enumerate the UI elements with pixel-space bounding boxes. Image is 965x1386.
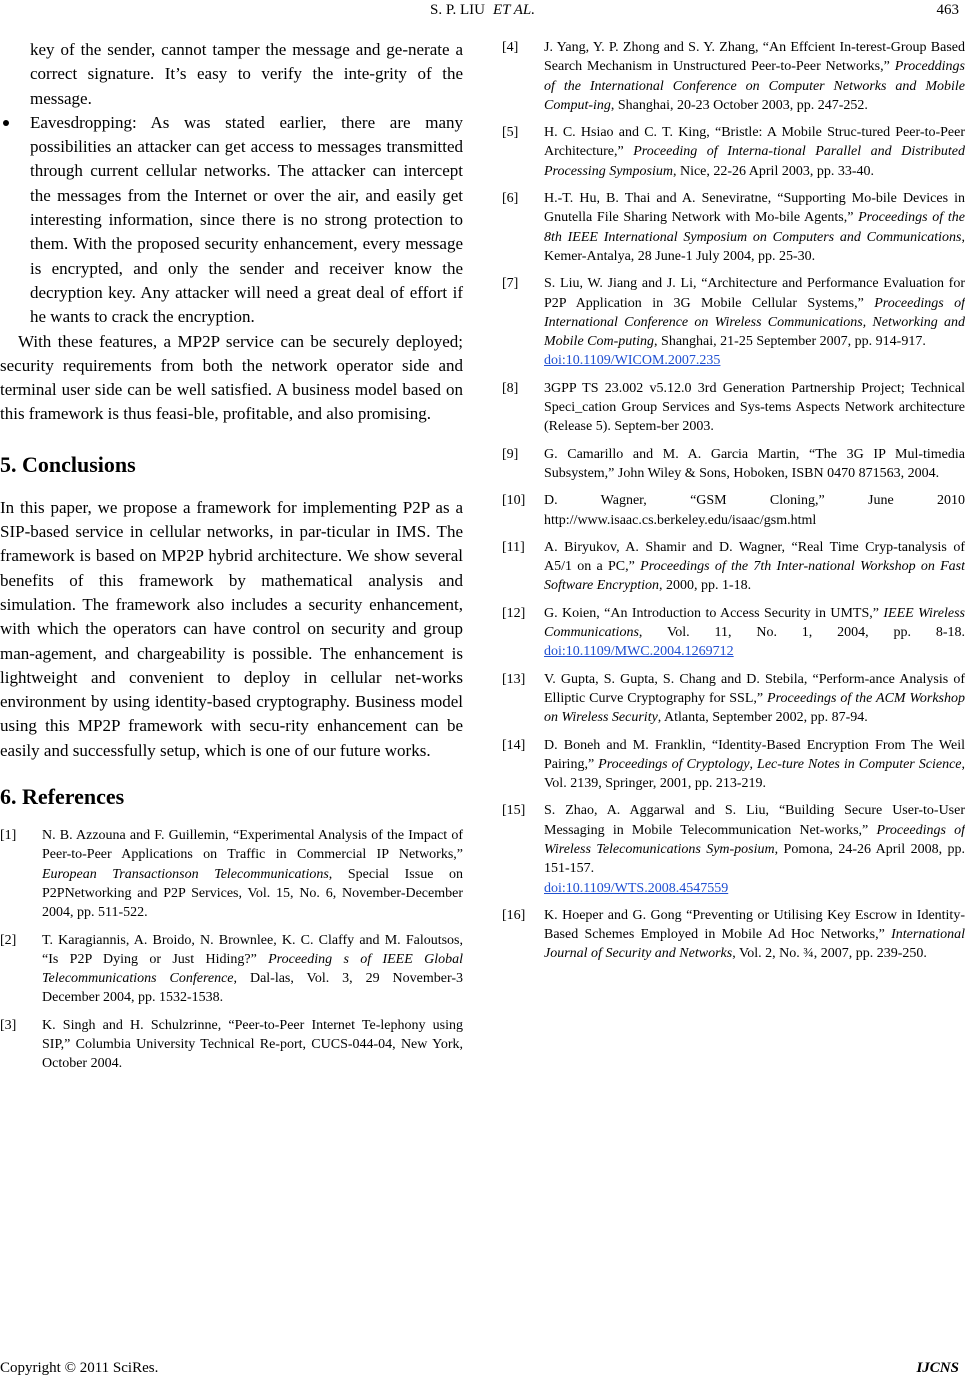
reference-venue: Proceedings of the ACM Workshop on Wireless Security	[544, 690, 965, 726]
reference-text: D. Boneh and M. Franklin, “Identity-Based Encryption From The Weil Pairing,”	[544, 737, 965, 772]
conclusions-heading: 5. Conclusions	[0, 451, 136, 477]
reference-venue: European Transactionson Telecommunications	[42, 866, 329, 882]
reference-9	[502, 445, 965, 484]
reference-text: 3GPP TS 23.002 v5.12.0 3rd Generation Partnership Project; Technical Speci_cation Group Services and Sys-tems Aspects Network architecture (Release 5). Septem-ber 2003.	[544, 380, 965, 435]
reference-text: H. C. Hsiao and C. T. King, “Bristle: A Mobile Struc-tured Peer-to-Peer Architecture,”	[544, 125, 965, 160]
doi-link[interactable]: doi:10.1109/MWC.2004.1269712	[544, 644, 734, 660]
reference-8	[502, 379, 965, 437]
running-title-authors: S. P. LIU	[430, 2, 486, 18]
reference-venue: Proceddings of the International Conference on Computer Networks and Mobile Comput-ing	[544, 59, 965, 113]
reference-number: [6]	[502, 191, 519, 207]
reference-details: , Atlanta, September 2002, pp. 87-94.	[657, 710, 868, 726]
doi-link[interactable]: doi:10.1109/WTS.2008.4547559	[544, 880, 729, 896]
reference-venue: Proceedings of Wireless Telecomunications Sym-posium	[544, 822, 965, 857]
page-footer	[0, 1360, 965, 1382]
reference-text: V. Gupta, S. Gupta, S. Chang and D. Stebila, “Perform-ance Analysis of Elliptic Curve Cryptography for SSL,”	[544, 671, 965, 706]
reference-venue: Proceeding of Interna-tional Parallel and Distributed Processing Symposium	[544, 144, 965, 179]
right-column	[502, 38, 965, 964]
reference-details: , Vol. 2, No. ¾, 2007, pp. 239-250.	[732, 946, 927, 962]
reference-text: S. Zhao, A. Aggarwal and S. Liu, “Building Secure User-to-User Messaging in Mobile Telecommunication Net-works,”	[544, 803, 965, 838]
reference-text: K. Singh and H. Schulzrinne, “Peer-to-Peer Internet Te-lephony using SIP,” Columbia University Technical Re-port, CUCS-044-04, New York, October 2004.	[42, 1017, 463, 1072]
reference-details: , Kemer-Antalya, 28 June-1 July 2004, pp. 25-30.	[544, 229, 965, 264]
reference-text: A. Biryukov, A. Shamir and D. Wagner, “Real Time Cryp-tanalysis of A5/1 on a PC,”	[544, 539, 965, 575]
reference-12	[502, 604, 965, 662]
copyright-notice: Copyright © 2011 SciRes.	[0, 1360, 159, 1376]
feature-bullets	[0, 111, 463, 330]
reference-4	[502, 38, 965, 115]
reference-15	[502, 801, 965, 897]
reference-venue: Proceedings of the 8th IEEE International Symposium on Computers and Communications	[544, 210, 965, 245]
reference-venue: Proceedings of Cryptology	[598, 756, 750, 772]
reference-2	[0, 931, 463, 1008]
reference-number: [13]	[502, 671, 526, 687]
reference-number: [15]	[502, 803, 526, 819]
reference-separator: ,	[749, 756, 758, 772]
running-title	[0, 2, 965, 19]
reference-venue: International Journal of Security and Networks	[544, 927, 965, 962]
reference-number: [1]	[0, 828, 17, 844]
reference-number: [9]	[502, 446, 519, 462]
reference-11	[502, 538, 965, 596]
reference-6	[502, 189, 965, 266]
conclusions-paragraph: In this paper, we propose a framework for implementing P2P as a SIP-based service in cellular networks, in par-ticular in IMS. The framework is based on MP2P hybrid architecture. We show several benefits of this framework by mathematical analysis and simulation. The framework also includes a security enhancement, with which the operators can have control on security and group man-agement, and chargeability is possible. The enhancement is lightweight and convenient to deploy in cellular net-works environment by using identity-based cryptography. Business model using this MP2P framework with secu-rity enhancement can be easily and successfully setup, which is one of our future works.	[0, 497, 463, 760]
references-list-right	[502, 38, 965, 964]
reference-venue: Proceedings of International Conference on Wireless Communications, Networking and Mobile Com-puting	[544, 295, 965, 350]
reference-number: [4]	[502, 40, 519, 55]
bullet-eavesdropping-text: Eavesdropping: As was stated earlier, there are many possibilities an attacker can get access to messages transmitted through current cellular networks. The attacker can intercept the messages from the Internet or over the air, and easily get interesting information, since there is no strong protection to them. With the proposed security enhancement, every message is encrypted, and only the sender and receiver know the decryption key. Any attacker will need a great deal of effort if he wants to crack the encryption.	[30, 112, 463, 327]
reference-venue: IEEE Wireless Communications	[544, 605, 965, 641]
reference-number: [11]	[502, 539, 525, 555]
reference-number: [3]	[0, 1017, 17, 1033]
reference-number: [8]	[502, 380, 519, 396]
reference-text: J. Yang, Y. P. Zhong and S. Y. Zhang, “An Effcient In-terest-Group Based Search Mechanism in Unstructured Peer-to-Peer Networks,”	[544, 40, 965, 75]
reference-10	[502, 491, 965, 530]
reference-5	[502, 123, 965, 181]
reference-text: G. Camarillo and M. A. Garcia Martin, “The 3G IP Mul-timedia Subsystem,” John Wiley & Sons, Hoboken, ISBN 0470 871563, 2004.	[544, 446, 965, 481]
reference-3	[0, 1016, 463, 1074]
reference-text: H.-T. Hu, B. Thai and A. Seneviratne, “Supporting Mo-bile Devices in Gnutella File Sharing Network with Mo-bile Agents,”	[544, 191, 965, 226]
reference-16	[502, 906, 965, 964]
reference-number: [14]	[502, 737, 526, 753]
reference-1	[0, 826, 463, 922]
reference-text: S. Liu, W. Jiang and J. Li, “Architecture and Performance Evaluation for P2P Application in 3G Mobile Cellular Systems,”	[544, 276, 965, 311]
page-number: 463	[936, 2, 959, 18]
reference-number: [12]	[502, 605, 526, 621]
running-title-etal: ET AL.	[493, 2, 535, 18]
reference-text: T. Karagiannis, A. Broido, N. Brownlee, K. C. Claffy and M. Faloutsos, “Is P2P Dying or Just Hiding?”	[42, 932, 463, 967]
reference-details: , Dal-las, Vol. 3, 29 November-3 December 2004, pp. 1532-1538.	[42, 971, 463, 1006]
features-paragraph: With these features, a MP2P service can be securely deployed; security requirements from both the network operator side and terminal user side can be well satisfied. A business model based on this framework is thus feasi-ble, profitable, and also promising.	[0, 331, 463, 424]
reference-text: K. Hoeper and G. Gong “Preventing or Utilising Key Escrow in Identity-Based Schemes Employed in Mobile Ad Hoc Networks,”	[544, 907, 965, 943]
references-heading: 6. References	[0, 784, 125, 810]
reference-venue: Proceedings of the 7th Inter-national Workshop on Fast Software Encryption	[544, 559, 965, 594]
reference-venue: Proceeding s of IEEE Global Telecommunications Conference	[42, 951, 463, 987]
running-header	[0, 0, 965, 24]
bullet-eavesdropping	[0, 111, 463, 330]
reference-series: Lec-ture Notes in Computer Science	[757, 756, 962, 772]
reference-7	[502, 274, 965, 370]
reference-text: N. B. Azzouna and F. Guillemin, “Experimental Analysis of the Impact of Peer-to-Peer Applications on Traffic in Commercial IP Networks,”	[42, 828, 463, 863]
reference-text: G. Koien, “An Introduction to Access Security in UMTS,”	[544, 605, 884, 621]
reference-details: , Pomona, 24-26 April 2008, pp. 151-157.	[544, 841, 965, 877]
doi-link[interactable]: doi:10.1109/WICOM.2007.235	[544, 353, 721, 369]
journal-name: IJCNS	[916, 1360, 959, 1376]
reference-details: , Shanghai, 21-25 September 2007, pp. 914-917.	[654, 334, 926, 350]
left-column	[0, 38, 463, 1074]
reference-number: [10]	[502, 493, 526, 509]
reference-14	[502, 736, 965, 794]
reference-details: , 2000, pp. 1-18.	[658, 578, 752, 594]
reference-number: [2]	[0, 932, 17, 948]
reference-details: , Vol. 11, No. 1, 2004, pp. 8-18.	[638, 625, 965, 641]
reference-13	[502, 670, 965, 728]
reference-details: , Nice, 22-26 April 2003, pp. 33-40.	[672, 163, 874, 179]
reference-number: [5]	[502, 125, 519, 141]
reference-details: , Vol. 2139, Springer, 2001, pp. 213-219.	[544, 756, 965, 792]
bullet-dot-icon	[3, 120, 9, 126]
intro-continuation: key of the sender, cannot tamper the message and ge-nerate a correct signature. It’s easy to verify the inte-grity of the message.	[30, 40, 463, 108]
reference-details: , Special Issue on P2PNetworking and P2P Services, Vol. 15, No. 6, November-December 2004, pp. 511-522.	[42, 866, 463, 921]
reference-details: , Shanghai, 20-23 October 2003, pp. 247-252.	[610, 97, 868, 113]
reference-number: [16]	[502, 907, 526, 923]
reference-text: D. Wagner, “GSM Cloning,” June 2010 http://www.isaac.cs.berkeley.edu/isaac/gsm.html	[544, 493, 965, 528]
reference-number: [7]	[502, 276, 519, 292]
references-list-left	[0, 826, 463, 1074]
